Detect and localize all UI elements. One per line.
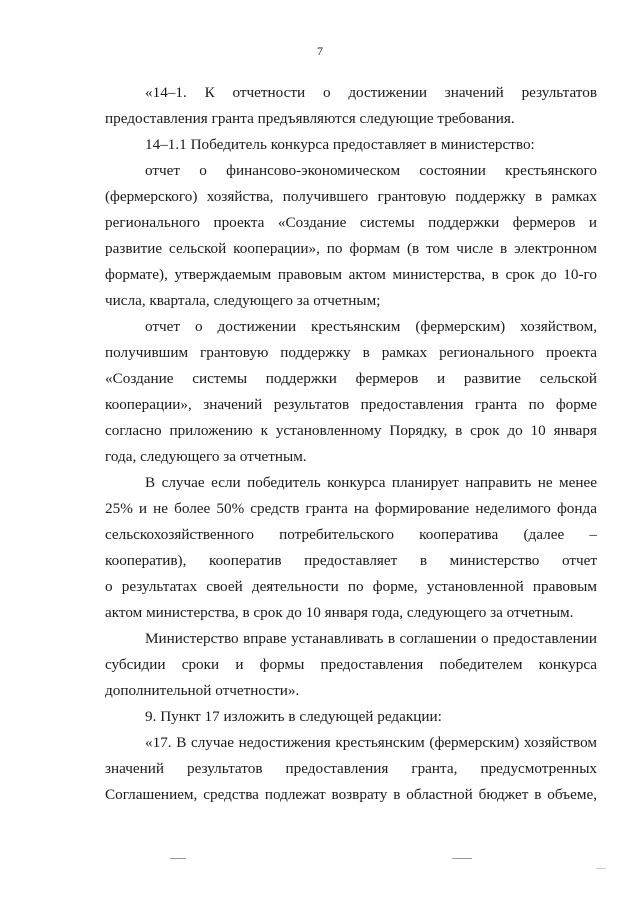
text-line: «Создание системы поддержки фермеров и развитие сельской bbox=[105, 370, 597, 387]
text-line: года, следующего за отчетным. bbox=[105, 448, 307, 465]
text-line: 9. Пункт 17 изложить в следующей редакции: bbox=[145, 708, 442, 725]
paragraph-ministry-rights bbox=[105, 626, 597, 704]
text-line: кооперации», значений результатов предоставления гранта по форме bbox=[105, 396, 597, 413]
paragraph-14-1-1 bbox=[105, 132, 597, 158]
text-line: значений результатов предоставления гранта, предусмотренных bbox=[105, 760, 597, 777]
page-number: 7 bbox=[317, 44, 323, 58]
text-line: «17. В случае недостижения крестьянским (фермерским) хозяйством bbox=[145, 734, 597, 751]
paragraph-financial-report bbox=[105, 158, 597, 314]
paragraph-item-17 bbox=[105, 730, 597, 808]
paragraph-cooperative-report bbox=[105, 470, 597, 626]
text-line: согласно приложению к установленному Порядку, в срок до 10 января bbox=[105, 422, 597, 439]
scan-artifact bbox=[452, 858, 472, 859]
text-line: развитие сельской кооперации», по формам (в том числе в электронном bbox=[105, 240, 597, 257]
text-line: 14–1.1 Победитель конкурса предоставляет в министерство: bbox=[145, 136, 535, 153]
scan-artifact bbox=[596, 868, 606, 869]
text-line: отчет о финансово-экономическом состоянии крестьянского bbox=[145, 162, 597, 179]
text-line: формате), утверждаемым правовым актом министерства, в срок до 10-го bbox=[105, 266, 597, 283]
text-line: 25% и не более 50% средств гранта на формирование неделимого фонда bbox=[105, 500, 597, 517]
text-line: дополнительной отчетности». bbox=[105, 682, 300, 699]
text-line: «14–1. К отчетности о достижении значений результатов bbox=[145, 84, 597, 101]
text-line: отчет о достижении крестьянским (фермерским) хозяйством, bbox=[145, 318, 597, 335]
paragraph-14-1 bbox=[105, 80, 597, 132]
text-line: регионального проекта «Создание системы поддержки фермеров и bbox=[105, 214, 597, 231]
text-line: актом министерства, в срок до 10 января года, следующего за отчетным. bbox=[105, 604, 574, 621]
text-line: сельскохозяйственного потребительского кооператива (далее – bbox=[105, 526, 597, 543]
text-line: (фермерского) хозяйства, получившего грантовую поддержку в рамках bbox=[105, 188, 597, 205]
text-line: Соглашением, средства подлежат возврату в областной бюджет в объеме, bbox=[105, 786, 597, 803]
paragraph-item-9 bbox=[105, 704, 597, 730]
text-line: субсидии сроки и формы предоставления победителем конкурса bbox=[105, 656, 597, 673]
paragraph-results-report bbox=[105, 314, 597, 470]
text-line: числа, квартала, следующего за отчетным; bbox=[105, 292, 381, 309]
scan-artifact bbox=[170, 858, 186, 859]
text-line: В случае если победитель конкурса планирует направить не менее bbox=[145, 474, 597, 491]
text-line: кооператив), кооператив предоставляет в министерство отчет bbox=[105, 552, 597, 569]
text-line: предоставления гранта предъявляются следующие требования. bbox=[105, 110, 515, 127]
text-line: Министерство вправе устанавливать в соглашении о предоставлении bbox=[145, 630, 597, 647]
text-line: о результатах своей деятельности по форме, установленной правовым bbox=[105, 578, 597, 595]
text-line: получившим грантовую поддержку в рамках регионального проекта bbox=[105, 344, 597, 361]
